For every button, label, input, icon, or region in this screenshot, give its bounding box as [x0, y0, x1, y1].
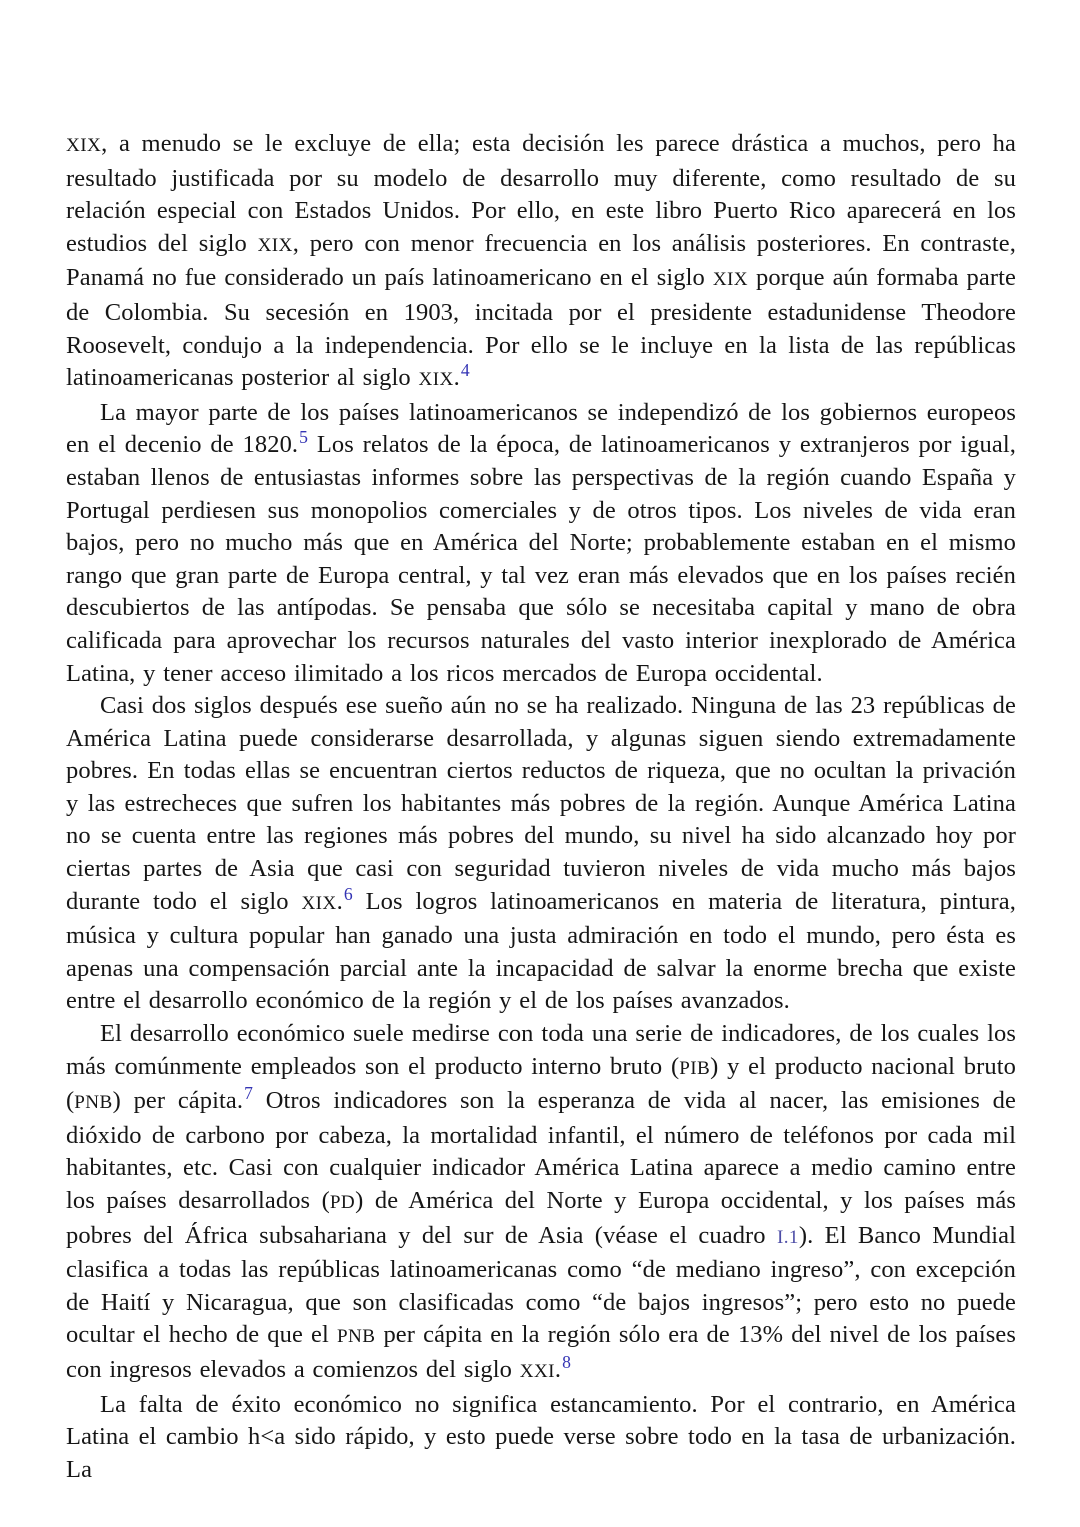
- smallcaps-abbreviation: XIX: [301, 892, 337, 914]
- body-text: , a menudo se le excluye de ella; esta decisión les parece drástica a muchos, pero ha resultado justificada por su modelo de desarrollo muy diferente, como resultado de su relación especial con Estados Unidos. Por ello, en este libro Puerto Rico aparecerá en los estudios del siglo: [66, 130, 1016, 257]
- footnote-ref[interactable]: 8: [562, 1351, 572, 1372]
- smallcaps-abbreviation: XIX: [257, 234, 293, 256]
- body-text: .: [336, 887, 343, 915]
- footnote-ref[interactable]: 5: [299, 427, 309, 448]
- body-text: Casi dos siglos después ese sueño aún no se ha realizado. Ninguna de las 23 repúblicas de América Latina puede considerarse desarrollada, y algunas siguen siendo extremadamente pobres. En todas ellas se encuentran ciertos reductos de riqueza, que no ocultan la privación y las estrecheces que sufren los habitantes más pobres de la región. Aunque América Latina no se cuenta entre las regiones más pobres del mundo, su nivel ha sido alcanzado hoy por ciertas partes de Asia que casi con seguridad tuvieron niveles de vida mucho más bajos durante todo el siglo: [66, 692, 1016, 915]
- smallcaps-abbreviation: XIX: [66, 135, 102, 156]
- smallcaps-abbreviation: XIX: [418, 369, 454, 391]
- smallcaps-abbreviation: XXI: [519, 1360, 555, 1382]
- smallcaps-abbreviation: PIB: [679, 1057, 711, 1079]
- body-text: ) y el producto nacional bruto (: [66, 1052, 1016, 1115]
- body-text: ). El Banco Mundial clasifica a todas las repúblicas latinoamericanas como “de mediano ingreso”, con excepción de Haití y Nicaragua, que son clasificadas como “de bajos ingresos”; pero esto no puede ocultar el hecho de que el: [66, 1221, 1016, 1349]
- paragraph: [66, 690, 1016, 1018]
- body-text: ) de América del Norte y Europa occidental, y los países más pobres del África subsahariana y del sur de Asia (véase el cuadro: [66, 1187, 1016, 1249]
- paragraph: [66, 128, 1016, 397]
- body-text: La mayor parte de los países latinoamericanos se independizó de los gobiernos europeos en el decenio de 1820.: [66, 398, 1016, 459]
- paragraph: [66, 1018, 1016, 1389]
- smallcaps-abbreviation: PNB: [336, 1326, 376, 1348]
- table-ref-link[interactable]: I.1: [776, 1226, 799, 1248]
- smallcaps-abbreviation: XIX: [712, 269, 749, 291]
- body-text: porque aún formaba parte de Colombia. Su secesión en 1903, incitada por el presidente estadunidense Theodore Roosevelt, condujo a la independencia. Por ello se le incluye en la lista de las repúblicas latinoamericanas posterior al siglo: [66, 264, 1016, 392]
- footnote-ref[interactable]: 6: [343, 883, 353, 904]
- smallcaps-abbreviation: PD: [329, 1192, 356, 1213]
- smallcaps-abbreviation: PNB: [74, 1092, 113, 1114]
- body-text: Los logros latinoamericanos en materia de literatura, pintura, música y cultura popular han ganado una justa admiración en todo el mundo, pero ésta es apenas una compensación parcial ante la incapacidad de salvar la enorme brecha que existe entre el desarrollo económico de la región y el de los países avanzados.: [66, 887, 1016, 1015]
- body-text: .: [453, 364, 460, 392]
- footnote-ref[interactable]: 7: [244, 1083, 254, 1104]
- body-text: .: [554, 1355, 562, 1383]
- body-text: Los relatos de la época, de latinoamericanos y extranjeros por igual, estaban llenos de entusiastas informes sobre las perspectivas de la región cuando España y Portugal perdiesen sus monopolios comerciales y de otros tipos. Los niveles de vida eran bajos, pero no mucho más que en América del Norte; probablemente estaban en el mismo rango que gran parte de Europa central, y tal vez eran más elevados que en los países recién descubiertos de las antípodas. Se pensaba que sólo se necesitaba capital y mano de obra calificada para aprovechar los recursos naturales del vasto interior inexplorado de América Latina, y tener acceso ilimitado a los ricos mercados de Europa occidental.: [66, 431, 1016, 687]
- body-text: per cápita en la región sólo era de 13% del nivel de los países con ingresos elevados a comienzos del siglo: [66, 1321, 1016, 1383]
- body-text: Otros indicadores son la esperanza de vida al nacer, las emisiones de dióxido de carbono por cabeza, la mortalidad infantil, el número de teléfonos por cada mil habitantes, etc. Casi con cualquier indicador América Latina aparece a medio camino entre los países desarrollados (: [66, 1087, 1016, 1214]
- body-text: ) per cápita.: [112, 1087, 244, 1115]
- body-text: El desarrollo económico suele medirse con toda una serie de indicadores, de los cuales los más comúnmente empleados son el producto interno bruto (: [66, 1020, 1016, 1080]
- paragraph: [66, 397, 1016, 690]
- body-text: La falta de éxito económico no significa estancamiento. Por el contrario, en América Latina el cambio h<a sido rápido, y esto puede verse sobre todo en la tasa de urbanización. La: [66, 1390, 1016, 1483]
- body-text: , pero con menor frecuencia en los análisis posteriores. En contraste, Panamá no fue considerado un país latinoamericano en el siglo: [66, 229, 1016, 292]
- paragraph: [66, 1389, 1016, 1487]
- footnote-ref[interactable]: 4: [460, 360, 470, 380]
- text-block: [66, 128, 1016, 1486]
